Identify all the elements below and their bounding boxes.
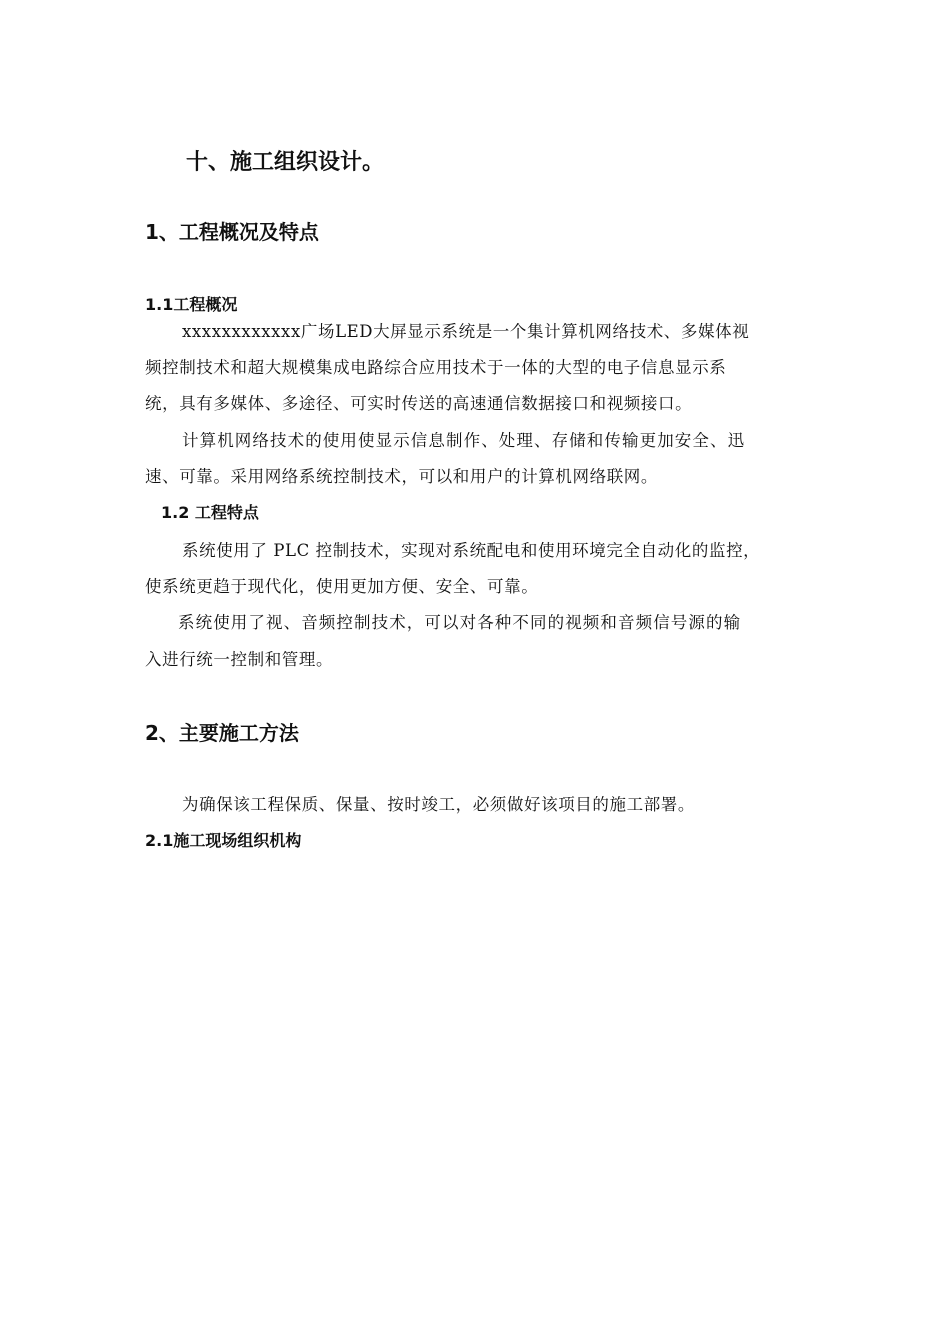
- paragraph-line: 统，具有多媒体、多途径、可实时传送的高速通信数据接口和视频接口。: [145, 394, 693, 413]
- section-1-heading: 1、工程概况及特点: [145, 220, 319, 244]
- paragraph-line: 频控制技术和超大规模集成电路综合应用技术于一体的大型的电子信息显示系: [145, 358, 727, 377]
- paragraph-line: 使系统更趋于现代化，使用更加方便、安全、可靠。: [145, 577, 539, 596]
- subsection-2-1-heading: 2.1施工现场组织机构: [145, 831, 302, 850]
- paragraph-line: 计算机网络技术的使用使显示信息制作、处理、存储和传输更加安全、迅: [182, 431, 746, 450]
- subsection-1-1-heading: 1.1工程概况: [145, 295, 238, 314]
- subsection-1-2-heading: 1.2 工程特点: [161, 503, 259, 522]
- paragraph-line: 系统使用了视、音频控制技术，可以对各种不同的视频和音频信号源的输: [178, 613, 742, 632]
- paragraph-line: 速、可靠。采用网络系统控制技术，可以和用户的计算机网络联网。: [145, 467, 658, 486]
- paragraph-line: 入进行统一控制和管理。: [145, 650, 334, 669]
- document-title: 十、施工组织设计。: [186, 150, 385, 175]
- paragraph-line: 为确保该工程保质、保量、按时竣工，必须做好该项目的施工部署。: [182, 795, 695, 814]
- paragraph-line: xxxxxxxxxxxx广场LED大屏显示系统是一个集计算机网络技术、多媒体视: [182, 322, 750, 341]
- paragraph-line: 系统使用了 PLC 控制技术，实现对系统配电和使用环境完全自动化的监控，: [182, 541, 761, 560]
- section-2-heading: 2、主要施工方法: [145, 721, 299, 745]
